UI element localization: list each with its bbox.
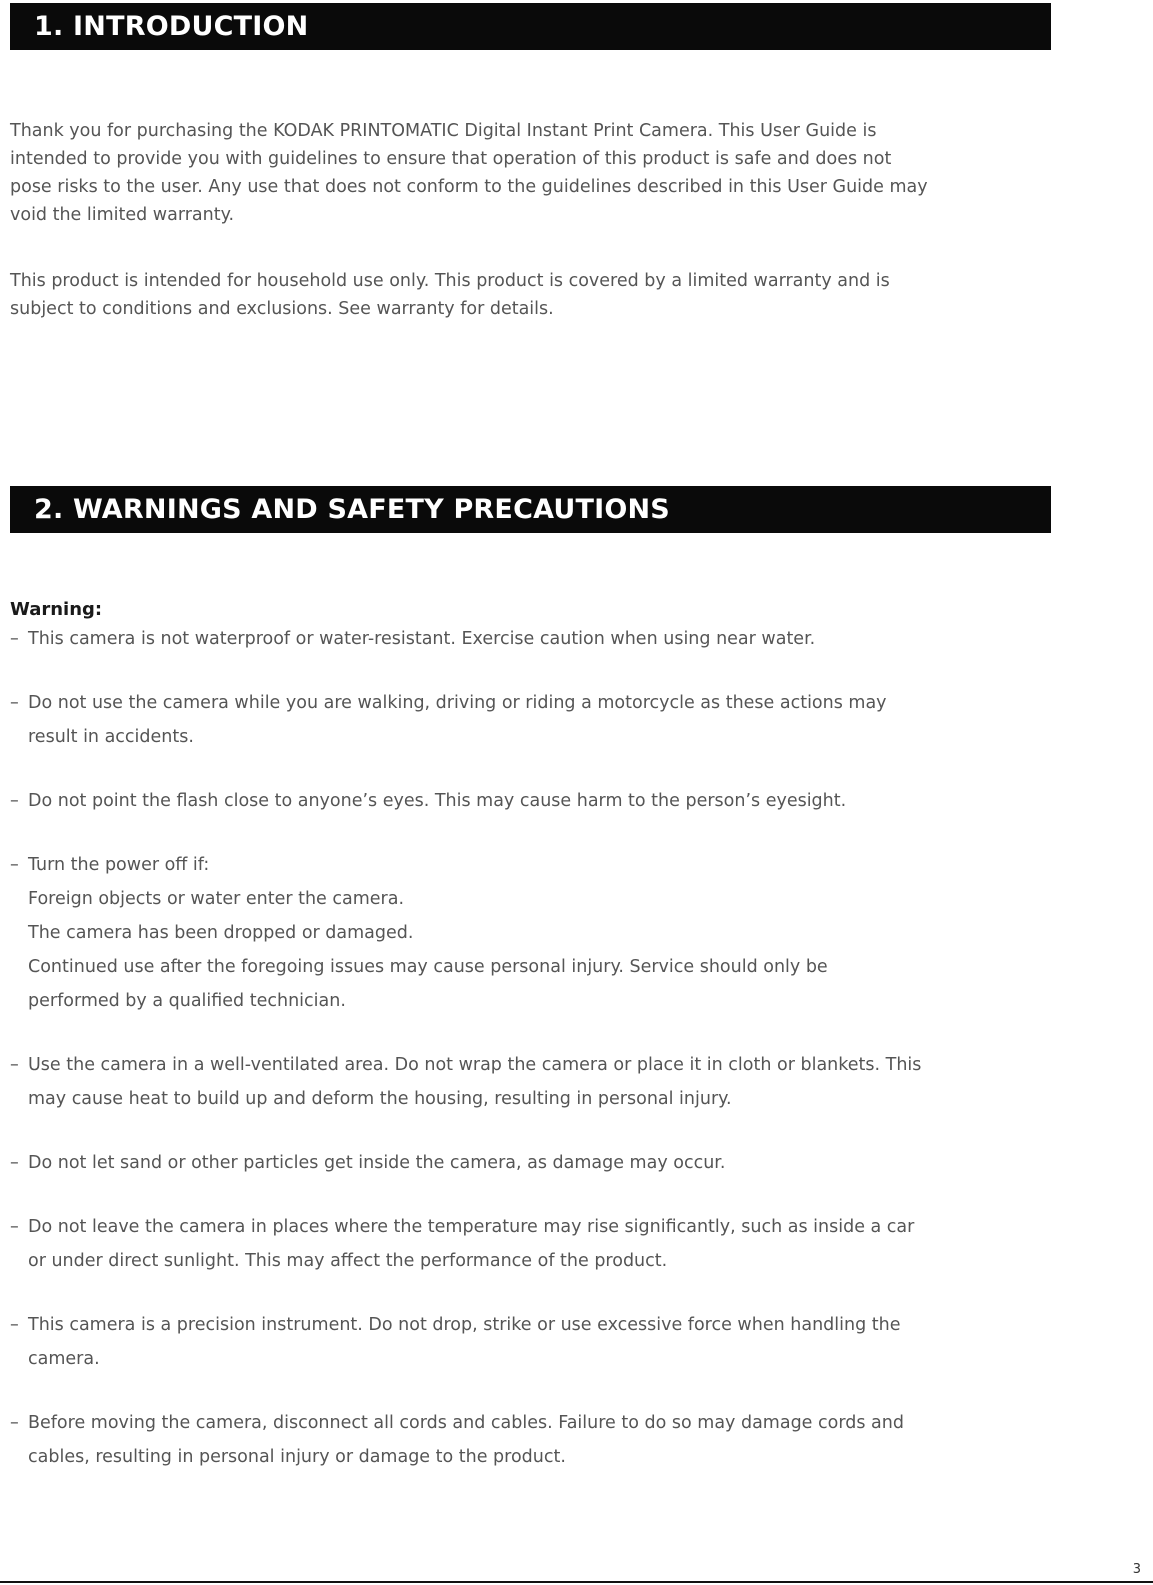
warning-continuation: Continued use after the foregoing issues may cause personal injury. Service should only be — [28, 957, 828, 977]
warning-item-waterproof — [10, 622, 1080, 656]
section-heading-introduction: 1. INTRODUCTION — [10, 3, 1051, 50]
warning-item-flash — [10, 784, 1080, 818]
warning-continuation: performed by a qualified technician. — [28, 991, 346, 1011]
warning-continuation: result in accidents. — [28, 727, 194, 747]
warning-text: Before moving the camera, disconnect all cords and cables. Failure to do so may damage cords and — [28, 1413, 904, 1433]
dash-marker: – — [10, 1055, 19, 1075]
warning-item-ventilation — [10, 1048, 1080, 1116]
dash-marker: – — [10, 1413, 19, 1433]
dash-marker: – — [10, 1153, 19, 1173]
warning-text: This camera is a precision instrument. Do not drop, strike or use excessive force when handling the — [28, 1315, 901, 1335]
warranty-line: This product is intended for household use only. This product is covered by a limited warranty and is — [10, 271, 890, 291]
dash-marker: – — [10, 791, 19, 811]
section-heading-warnings: 2. WARNINGS AND SAFETY PRECAUTIONS — [10, 486, 1051, 533]
dash-marker: – — [10, 1315, 19, 1335]
intro-line: pose risks to the user. Any use that does not conform to the guidelines described in this User Guide may — [10, 177, 928, 197]
warning-text: Do not use the camera while you are walking, driving or riding a motorcycle as these actions may — [28, 693, 887, 713]
page-number: 3 — [1132, 1562, 1141, 1577]
warning-text: Do not point the flash close to anyone’s eyes. This may cause harm to the person’s eyesight. — [28, 791, 847, 811]
warning-continuation: The camera has been dropped or damaged. — [28, 923, 414, 943]
warning-label: Warning: — [10, 599, 103, 620]
warning-item-walking — [10, 686, 1080, 754]
warning-text: Do not leave the camera in places where the temperature may rise significantly, such as inside a car — [28, 1217, 915, 1237]
warning-text: Use the camera in a well-ventilated area. Do not wrap the camera or place it in cloth or blankets. This — [28, 1055, 922, 1075]
warning-item-power-off — [10, 848, 1080, 1018]
intro-line: void the limited warranty. — [10, 205, 235, 225]
warning-continuation: camera. — [28, 1349, 100, 1369]
warning-text: Turn the power off if: — [28, 855, 210, 875]
warning-item-sand — [10, 1146, 1080, 1180]
warning-item-cords — [10, 1406, 1080, 1474]
warning-item-temperature — [10, 1210, 1080, 1278]
warning-continuation: or under direct sunlight. This may affect the performance of the product. — [28, 1251, 668, 1271]
warranty-line: subject to conditions and exclusions. See warranty for details. — [10, 299, 554, 319]
warning-text: Do not let sand or other particles get inside the camera, as damage may occur. — [28, 1153, 726, 1173]
dash-marker: – — [10, 629, 19, 649]
intro-line: Thank you for purchasing the KODAK PRINTOMATIC Digital Instant Print Camera. This User Guide is — [10, 121, 877, 141]
intro-paragraph — [10, 117, 1070, 229]
warning-continuation: Foreign objects or water enter the camera. — [28, 889, 405, 909]
warning-list — [10, 622, 1080, 1504]
intro-line: intended to provide you with guidelines to ensure that operation of this product is safe and does not — [10, 149, 892, 169]
warning-item-precision — [10, 1308, 1080, 1376]
warning-continuation: may cause heat to build up and deform the housing, resulting in personal injury. — [28, 1089, 732, 1109]
dash-marker: – — [10, 855, 19, 875]
warranty-paragraph — [10, 267, 1070, 323]
warning-continuation: cables, resulting in personal injury or damage to the product. — [28, 1447, 566, 1467]
warning-text: This camera is not waterproof or water-resistant. Exercise caution when using near water. — [28, 629, 816, 649]
dash-marker: – — [10, 693, 19, 713]
dash-marker: – — [10, 1217, 19, 1237]
footer-rule — [0, 1581, 1153, 1583]
